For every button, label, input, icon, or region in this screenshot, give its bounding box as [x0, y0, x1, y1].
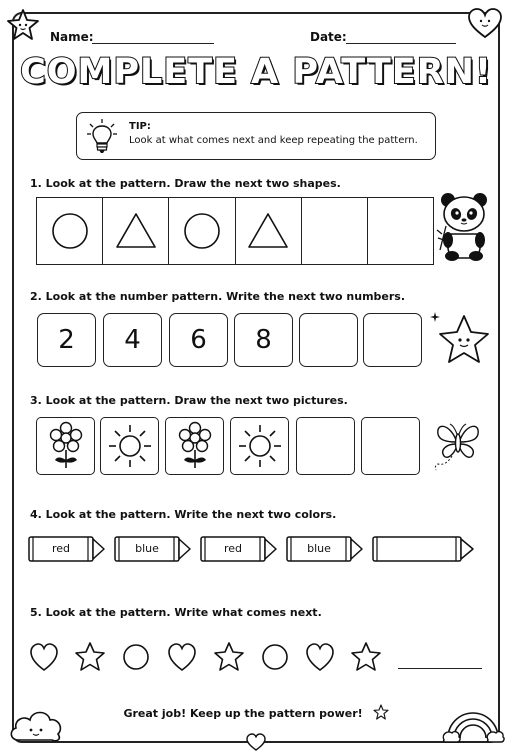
number-box-1: 2 [37, 313, 96, 367]
number-answer-box-1[interactable] [299, 313, 358, 367]
star-icon [6, 8, 40, 42]
name-label: Name: [50, 30, 94, 44]
question-5-text: 5. Look at the pattern. Write what comes next. [30, 606, 322, 619]
tip-heading: TIP: [129, 121, 151, 132]
flower-icon [178, 422, 212, 470]
number-box-3: 6 [169, 313, 228, 367]
date-label: Date: [310, 30, 347, 44]
shape-cell-1 [37, 198, 103, 264]
circle-shape [182, 211, 222, 251]
star-icon [76, 643, 104, 670]
flower-icon [49, 422, 83, 470]
heart-icon [466, 6, 504, 40]
heart-icon [307, 644, 333, 670]
sun-icon [237, 423, 283, 469]
crayon-4 [286, 534, 362, 564]
star-icon [373, 704, 389, 720]
cloud-icon [8, 704, 64, 744]
picture-answer-box-2[interactable] [361, 417, 420, 475]
footer-text: Great job! Keep up the pattern power! [123, 707, 363, 720]
heart-icon [31, 644, 57, 670]
picture-box-4 [230, 417, 289, 475]
circle-icon [124, 645, 148, 669]
butterfly-icon [430, 416, 486, 476]
sun-icon [107, 423, 153, 469]
name-field[interactable] [92, 30, 214, 44]
number-box-2: 4 [103, 313, 162, 367]
star-icon [352, 643, 380, 670]
shape-pattern-row [36, 197, 434, 265]
answer-line[interactable] [398, 657, 482, 669]
crayon-answer[interactable] [372, 534, 476, 564]
circle-shape [50, 211, 90, 251]
panda-icon [436, 190, 492, 262]
question-2-text: 2. Look at the number pattern. Write the next two numbers. [30, 290, 406, 303]
crayon-1 [28, 534, 104, 564]
tip-text: Look at what comes next and keep repeating the pattern. [129, 135, 418, 146]
shape-cell-2 [103, 198, 169, 264]
triangle-shape [114, 211, 158, 251]
lightbulb-icon [87, 118, 117, 156]
shape-cell-3 [169, 198, 235, 264]
question-3-text: 3. Look at the pattern. Draw the next two pictures. [30, 394, 348, 407]
number-box-4: 8 [234, 313, 293, 367]
tip-box [76, 112, 436, 160]
footer-message [0, 704, 512, 720]
picture-box-1 [36, 417, 95, 475]
date-field[interactable] [346, 30, 456, 44]
page-title: COMPLETE A PATTERN! [20, 52, 492, 92]
star-character-icon [430, 308, 492, 370]
picture-box-2 [100, 417, 159, 475]
shape-answer-cell-2[interactable] [368, 198, 433, 264]
heart-icon [246, 733, 266, 751]
question-4-text: 4. Look at the pattern. Write the next two colors. [30, 508, 337, 521]
rainbow-icon [442, 696, 504, 744]
number-answer-box-2[interactable] [363, 313, 422, 367]
crayon-2 [114, 534, 190, 564]
crayon-label: red [51, 542, 71, 555]
circle-icon [263, 645, 287, 669]
heart-icon [169, 644, 195, 670]
crayon-label: blue [307, 542, 331, 555]
shape-sequence [30, 642, 390, 672]
shape-answer-cell-1[interactable] [302, 198, 368, 264]
crayon-label: blue [135, 542, 159, 555]
crayon-icon [372, 534, 476, 564]
question-1-text: 1. Look at the pattern. Draw the next two shapes. [30, 177, 341, 190]
star-icon [215, 643, 243, 670]
crayon-label: red [223, 542, 243, 555]
triangle-shape [246, 211, 290, 251]
picture-answer-box-1[interactable] [296, 417, 355, 475]
shape-cell-4 [236, 198, 302, 264]
crayon-3 [200, 534, 276, 564]
picture-box-3 [165, 417, 224, 475]
